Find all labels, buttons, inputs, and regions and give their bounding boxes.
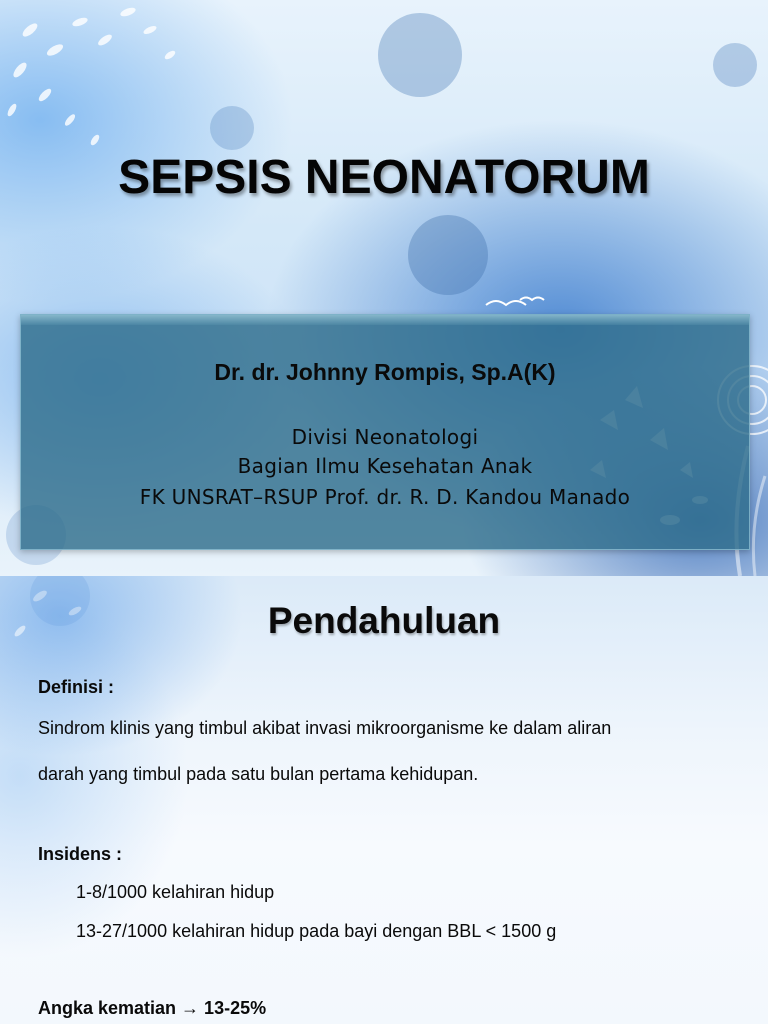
- incidence-item: 13-27/1000 kelahiran hidup pada bayi dengan BBL < 1500 g: [76, 921, 557, 941]
- presentation-title: SEPSIS NEONATORUM: [118, 151, 650, 204]
- author-name: Dr. dr. Johnny Rompis, Sp.A(K): [214, 359, 556, 385]
- info-box-header-strip: [21, 315, 749, 325]
- incidence-label: Insidens :: [38, 844, 123, 864]
- definition-text-line: darah yang timbul pada satu bulan pertama kehidupan.: [38, 764, 479, 784]
- author-info-box: [20, 314, 750, 550]
- affiliation-division: Divisi Neonatologi: [291, 425, 479, 449]
- affiliation-institution: FK UNSRAT–RSUP Prof. dr. R. D. Kandou Manado: [139, 485, 631, 509]
- introduction-slide: [0, 576, 768, 1024]
- background-decoration: [0, 576, 768, 1024]
- affiliation-department: Bagian Ilmu Kesehatan Anak: [237, 454, 533, 478]
- definition-label: Definisi :: [38, 677, 115, 697]
- definition-text-line: Sindrom klinis yang timbul akibat invasi mikroorganisme ke dalam aliran: [38, 718, 612, 738]
- mortality-rate: Angka kematian → 13-25%: [38, 998, 267, 1018]
- incidence-item: 1-8/1000 kelahiran hidup: [76, 882, 275, 902]
- slide-title: Pendahuluan: [267, 600, 501, 641]
